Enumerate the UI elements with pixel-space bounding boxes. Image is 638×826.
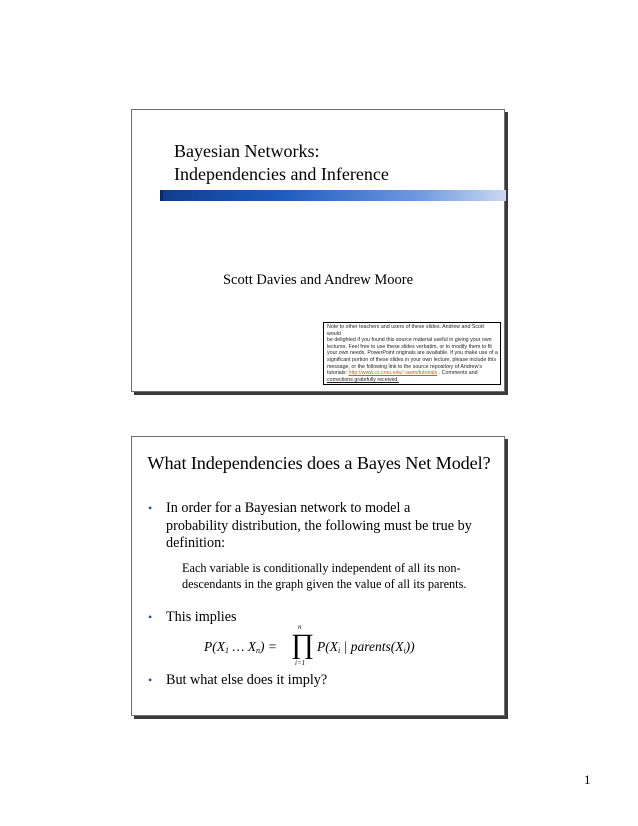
formula-part: P(X xyxy=(317,639,338,654)
slide-independencies xyxy=(131,436,505,716)
note-line: be delighted if you found this source material useful in giving your own xyxy=(327,337,492,344)
formula-part: )) xyxy=(405,639,415,654)
factorization-formula xyxy=(204,623,444,671)
bullet-text xyxy=(166,500,472,553)
bullet-icon: • xyxy=(148,673,153,687)
formula-sub: n xyxy=(256,646,260,655)
definition-subtext xyxy=(182,561,466,592)
formula-sub: i xyxy=(403,646,406,655)
title-line-2: Independencies and Inference xyxy=(174,164,389,184)
bullet-text: This implies xyxy=(166,609,237,625)
page-number: 1 xyxy=(584,772,591,787)
product-lower-limit: i=1 xyxy=(295,659,306,667)
bullet-line: In order for a Bayesian network to model a xyxy=(166,500,411,516)
slide-heading: What Independencies does a Bayes Net Model? xyxy=(147,453,491,473)
bullet-icon: • xyxy=(148,501,153,515)
note-line: your own needs. PowerPoint originals are available. If you make use of a xyxy=(327,350,498,357)
slide-title-heading xyxy=(174,140,389,186)
formula-part: … X xyxy=(229,639,256,654)
comments-text: . Comments and xyxy=(437,370,478,377)
note-line-links xyxy=(327,370,498,377)
subtext-line: Each variable is conditionally independent of all its non- xyxy=(182,561,461,575)
authors: Scott Davies and Andrew Moore xyxy=(222,272,414,288)
formula-sub: i xyxy=(338,646,341,655)
bullet-line: probability distribution, the following must be true by xyxy=(166,517,472,534)
formula-sub: 1 xyxy=(225,646,229,655)
bullet-text: But what else does it imply? xyxy=(166,672,328,688)
note-line: lectures. Feel free to use these slides verbatim, or to modify them to fit xyxy=(327,343,492,350)
formula-part: P(X xyxy=(204,639,225,654)
title-gradient-bar xyxy=(160,190,506,201)
bullet-line: definition: xyxy=(166,535,226,551)
formula-rhs xyxy=(317,639,415,655)
title-line-1: Bayesian Networks: xyxy=(174,141,320,161)
formula-part: | parents(X xyxy=(340,639,404,654)
product-upper-limit: n xyxy=(298,623,302,631)
subtext-line: descendants in the graph given the value of all its parents. xyxy=(182,576,467,591)
note-closing: corrections gratefully received. xyxy=(327,376,399,383)
bullet-icon: • xyxy=(148,610,153,624)
product-symbol: ∏ xyxy=(291,629,315,660)
slide-title xyxy=(131,109,505,392)
formula-lhs xyxy=(204,639,277,655)
note-line: message, or the following link to the source repository of Andrew's xyxy=(327,363,482,370)
formula-part: ) = xyxy=(260,639,277,654)
title-bar-accent xyxy=(160,190,163,201)
tutorials-prefix: tutorials: xyxy=(327,370,349,377)
tutorials-link[interactable]: http://www.cs.cmu.edu/~awm/tutorials xyxy=(348,370,438,377)
note-line: Note to other teachers and users of these slides. Andrew and Scott would xyxy=(327,324,484,337)
note-line: significant portion of these slides in your own lecture, please include this xyxy=(327,356,497,363)
usage-note-box xyxy=(323,322,501,385)
